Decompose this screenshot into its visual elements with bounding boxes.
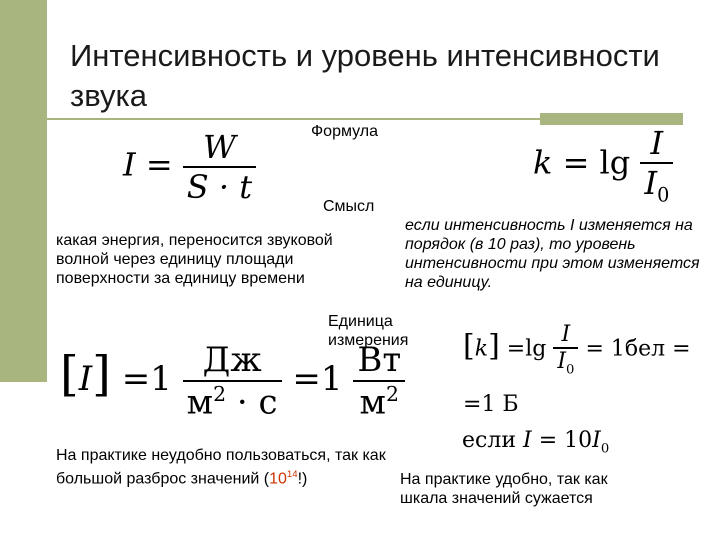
label-meaning: Смысл <box>323 198 375 215</box>
slide-title: Интенсивность и уровень интенсивности звука <box>70 38 660 113</box>
practice-right-text: На практике удобно, так как шкала значений сужается <box>400 471 608 507</box>
practice-left-text: На практике неудобно пользоваться, так как большой разброс значений $(10^{14}!)$ <box>56 447 386 488</box>
level-unit-formula: [k] =lg $\frac{I}{I_0}$ = 1бел = <box>463 322 691 378</box>
bel-result: =1 Б <box>463 392 519 417</box>
label-formula: Формула <box>311 123 379 140</box>
meaning-right-text: если интенсивность I изменяется на порядок (в 10 раз), то уровень интенсивности при этом изменяется на единицу. <box>405 217 700 291</box>
title-underline <box>30 118 550 120</box>
meaning-left-text: какая энергия, переносится звуковой волной через единицу площади поверхности за единицу времени <box>56 232 333 287</box>
condition-formula: если $I = 10I_0$ <box>462 428 610 457</box>
intensity-formula: I = $\frac{W}{S \cdot t}$ <box>123 128 256 206</box>
intensity-unit-formula: [I] =1 $\frac{Дж}{м^2 \cdot с}$ =1 $\frac{Вт}{м^2}$ <box>60 340 405 422</box>
label-unit: Единица измерения <box>328 313 409 349</box>
sidebar-accent <box>0 0 47 382</box>
level-formula: k = lg $\frac{I}{I_0}$ <box>533 124 673 206</box>
